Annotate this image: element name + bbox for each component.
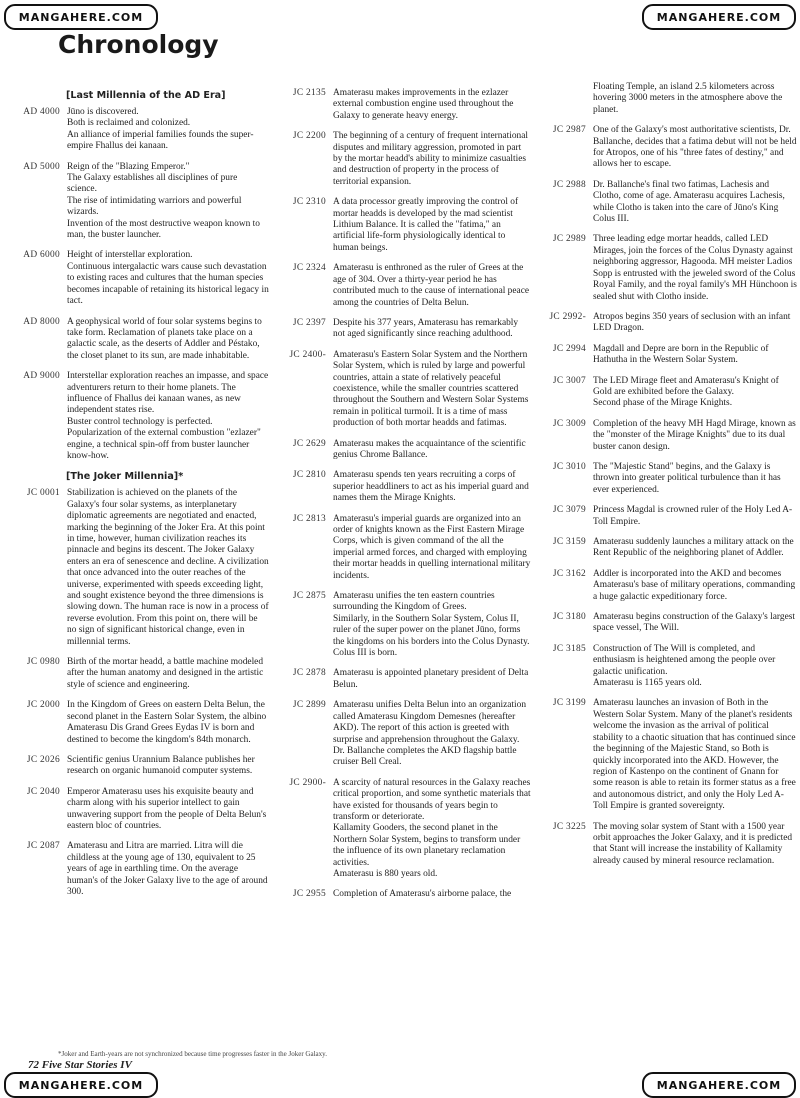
entry-date: AD 6000 xyxy=(23,250,60,261)
chronology-entry xyxy=(530,569,798,603)
entry-date: JC 2900- xyxy=(289,777,326,788)
watermark: MANGAHERE.COM xyxy=(642,4,796,30)
entry-date: JC 3009 xyxy=(552,418,586,429)
entry-text: Amaterasu and Litra are married. Litra will die childless at the young age of 130, equivalent to 25 years of age in earthling time. On the average human's of the Joker Galaxy live to the age of around 300. xyxy=(67,841,268,897)
entry-date: AD 5000 xyxy=(23,161,60,172)
chronology-entry xyxy=(4,657,269,691)
entry-text: A geophysical world of four solar systems begins to take form. Reclamation of planets take place on a galactic scale, as the deserts of Addler and Péstako, the closet planet to its sun, are made inhabitable. xyxy=(67,316,262,361)
chronology-entry xyxy=(270,350,532,430)
column-middle xyxy=(270,88,532,910)
entry-text: The LED Mirage fleet and Amaterasu's Knight of Gold are exhibited before the Galaxy. Second phase of the Mirage Knights. xyxy=(593,375,779,409)
chronology-entry xyxy=(530,344,798,367)
entry-date xyxy=(530,88,593,116)
entry-date: JC 2000 xyxy=(26,700,60,711)
chronology-entry xyxy=(4,317,269,363)
footnote: *Joker and Earth-years are not synchronized because time progresses faster in the Joker Galaxy. xyxy=(58,1050,327,1058)
entry-text: Birth of the mortar headd, a battle machine modeled after the human anatomy and designed in the artistic style of science and engineering. xyxy=(67,657,264,690)
entry-date: JC 3162 xyxy=(552,568,586,579)
chronology-entry xyxy=(530,82,798,116)
chronology-entry xyxy=(270,470,532,504)
chronology-entry xyxy=(270,197,532,254)
chronology-entry xyxy=(270,263,532,309)
entry-text: Stabilization is achieved on the planets of the Galaxy's four solar systems, as interplanetary diplomatic agreements are negotiated and enacted, marking the beginning of the Joker Era. At this point in time, however, human civilization reaches its pinnacle and begins its descent. The Joker Galaxy enters an era of senescence and decline. A civilization that once advanced into the outer reaches of the universe, experimented with speeds exceeding light, and sought existence beyond the three dimensions is slowing down. The human race is now in a process of reverse evolution. From this point on, there will be no sign of significant historical change, even in millennial terms. xyxy=(67,488,269,647)
entry-text: Completion of Amaterasu's airborne palace, the xyxy=(333,889,512,900)
entry-date: AD 9000 xyxy=(23,371,60,382)
chronology-entry xyxy=(4,841,269,898)
entry-text: Despite his 377 years, Amaterasu has remarkably not aged significantly since reaching adulthood. xyxy=(333,317,519,340)
chronology-entry xyxy=(4,700,269,746)
entry-date: JC 2087 xyxy=(26,841,60,852)
entry-text: A data processor greatly improving the control of mortar headds is developed by the mad scientist Lithium Balance. It is called the "fatima," an artificial life-form physiologically identical to human beings. xyxy=(333,197,519,253)
entry-date: JC 2955 xyxy=(292,889,326,900)
chronology-entry xyxy=(530,505,798,528)
chronology-entry xyxy=(530,376,798,410)
entry-text: The beginning of a century of frequent international disputes and military aggression, promoted in part by the mortar headd's ability to minimize casualties and destruction of property in the process of territorial expansion. xyxy=(333,131,528,187)
chronology-entry xyxy=(270,131,532,188)
chronology-entry xyxy=(270,778,532,881)
entry-text: Atropos begins 350 years of seclusion with an infant LED Dragon. xyxy=(593,311,791,334)
entry-date: AD 4000 xyxy=(23,107,60,117)
chronology-entry xyxy=(270,318,532,341)
page-title: Chronology xyxy=(58,30,219,59)
entry-date: JC 2987 xyxy=(552,125,586,136)
entry-text: Magdall and Depre are born in the Republic of Hathutha in the Western Solar System. xyxy=(593,343,769,366)
entry-text: The "Majestic Stand" begins, and the Galaxy is thrown into greater political turbulence than it has ever experienced. xyxy=(593,461,781,495)
entry-date: JC 3225 xyxy=(552,821,586,832)
entry-date: JC 2988 xyxy=(552,179,586,190)
chronology-entry xyxy=(4,371,269,462)
chronology-entry xyxy=(530,612,798,635)
entry-text: Amaterasu spends ten years recruiting a corps of superior headdliners to act as his imperial guard and names them the Mirage Knights. xyxy=(333,470,529,504)
chronology-entry xyxy=(270,439,532,462)
entry-text: The moving solar system of Stant with a 1500 year orbit approaches the Joker Galaxy, and it is predicted that Stant will increase the instability of Kallamity already caused by mineral resource reclamation. xyxy=(593,821,793,866)
chronology-entry xyxy=(530,234,798,302)
watermark: MANGAHERE.COM xyxy=(4,4,158,30)
entry-date: JC 2400- xyxy=(289,349,326,360)
entry-text: In the Kingdom of Grees on eastern Delta Belun, the second planet in the Eastern Solar System, the albino Amaterasu Dis Grand Grees Eydas IV is born and destined to become the kingdom's 84th monarch. xyxy=(67,700,267,745)
entry-text: Amaterasu unifies Delta Belun into an organization called Amaterasu Kingdom Demesnes (hereafter AKD). The report of this action is greeted with surprise and apprehension throughout the Galaxy. Dr. Ballanche completes the AKD flagship battle cruiser Bell Creal. xyxy=(333,700,527,768)
chronology-entry xyxy=(530,822,798,868)
chronology-entry xyxy=(530,698,798,812)
entry-text: Emperor Amaterasu uses his exquisite beauty and charm along with his superior intellect to gain unwavering support from the people of Delta Belun's eastern bloc of countries. xyxy=(67,786,267,831)
chronology-entry xyxy=(270,514,532,582)
entry-text: Amaterasu makes the acquaintance of the scientific genius Chrome Ballance. xyxy=(333,438,526,460)
entry-date: JC 2875 xyxy=(292,591,326,602)
chronology-entry xyxy=(530,462,798,496)
entry-text: Amaterasu is appointed planetary president of Delta Belun. xyxy=(333,668,529,690)
chronology-entry xyxy=(4,107,269,153)
column-left xyxy=(4,88,269,907)
entry-date: JC 3199 xyxy=(552,698,586,709)
entry-text: A scarcity of natural resources in the Galaxy reaches critical proportion, and some synthetic materials that have existed for thousands of years begin to transform or deteriorate. Kallamity Gooders, the second planet in the Northern Solar System, begins to transform under the influence of its own planetary reclamation activities. Amaterasu is 880 years old. xyxy=(333,777,531,879)
entry-text: Princess Magdal is crowned ruler of the Holy Led A-Toll Empire. xyxy=(593,505,793,527)
chronology-entry xyxy=(530,312,798,335)
section-heading: [The Joker Millennia]* xyxy=(66,471,184,483)
entry-date: JC 2629 xyxy=(292,438,326,449)
entry-date: JC 2878 xyxy=(292,668,326,679)
entry-date: JC 2992- xyxy=(549,311,586,322)
entry-date: JC 2899 xyxy=(292,700,326,711)
entry-date: JC 2994 xyxy=(552,343,586,354)
entry-date: JC 2040 xyxy=(26,786,60,797)
entry-date: JC 3159 xyxy=(552,537,586,547)
entry-text: Completion of the heavy MH Hagd Mirage, known as the "monster of the Mirage Knights" due to its dual buster canon design. xyxy=(593,418,796,452)
entry-date: JC 3010 xyxy=(552,461,586,472)
entry-text: Amaterasu launches an invasion of Both in the Western Solar System. Many of the planet's residents welcome the invasion as the arrival of political stability to a chaotic situation that has continued since the beginning of the Majestic Stand, so Both is quickly incorporated into the AKD. However, the region of Kastenpo on the continent of Gnann for some reason is able to retain its former status as a free and autonomous district, and only the Holy Led A-Toll Empire is granted sovereignty. xyxy=(593,698,796,812)
column-right xyxy=(530,82,798,876)
entry-text: Interstellar exploration reaches an impasse, and space adventurers return to their home planets. The influence of Fhallus dei kanaan wanes, as new independent states rise. Buster control technology is perfected. Popularization of the external combustion "ezlazer" engine, a technical spin-off from buster launcher know-how. xyxy=(67,371,269,461)
chronology-entry xyxy=(270,668,532,691)
entry-text: Reign of the "Blazing Emperor." The Galaxy establishes all disciplines of pure science. The rise of intimidating warriors and powerful wizards. Invention of the most destructive weapon known to man, the buster launcher. xyxy=(67,161,260,241)
entry-date: JC 2200 xyxy=(292,131,326,142)
entry-date: JC 2810 xyxy=(292,470,326,481)
entry-text: Three leading edge mortar headds, called LED Mirages, join the forces of the Colus Dynasty against neighboring aggressor, Hagooda. MH meister Ladios Sopp is entrusted with the jeweled sword of the Colus Royal Family, and the royal family's MH Hünchoon is sealed shut with Clotho inside. xyxy=(593,234,797,302)
entry-date: JC 2397 xyxy=(292,317,326,328)
chronology-entry xyxy=(270,700,532,768)
chronology-entry xyxy=(530,644,798,690)
entry-text: Height of interstellar exploration. Continuous intergalactic wars cause such devastation to existing races and cultures that the human species becomes incapable of retaining its historical legacy in tact. xyxy=(67,250,269,307)
entry-text: Amaterasu begins construction of the Galaxy's largest space vessel, The Will. xyxy=(593,612,795,634)
chronology-entry xyxy=(4,787,269,833)
entry-date: JC 2324 xyxy=(292,263,326,274)
chronology-entry xyxy=(270,88,532,122)
section-heading: [Last Millennia of the AD Era] xyxy=(66,90,226,101)
chronology-entry xyxy=(530,537,798,560)
entry-text: Scientific genius Urannium Balance publishes her research on organic humanoid computer systems. xyxy=(67,754,255,777)
entry-date: JC 3180 xyxy=(552,612,586,623)
entry-date: JC 2813 xyxy=(292,513,326,524)
entry-text: Amaterasu is enthroned as the ruler of Grees at the age of 304. Over a thirty-year period he has contributed much to the cause of international peace among the countries of Delta Belun. xyxy=(333,263,530,308)
chronology-entry xyxy=(530,419,798,453)
watermark: MANGAHERE.COM xyxy=(642,1072,796,1098)
entry-date: JC 0980 xyxy=(26,657,60,668)
entry-date: JC 2989 xyxy=(552,234,586,245)
entry-text: Addler is incorporated into the AKD and becomes Amaterasu's base of military operations, commanding a huge galactic expeditionary force. xyxy=(593,568,796,602)
entry-date: JC 0001 xyxy=(26,488,60,499)
entry-date: AD 8000 xyxy=(23,316,60,327)
page-number: 72 Five Star Stories IV xyxy=(28,1059,132,1071)
chronology-entry xyxy=(530,180,798,226)
entry-text: Construction of The Will is completed, and enthusiasm is heightened among the people over galactic unification. Amaterasu is 1165 years old. xyxy=(593,643,776,689)
watermark: MANGAHERE.COM xyxy=(4,1072,158,1098)
chronology-entry xyxy=(4,488,269,648)
entry-date: JC 2026 xyxy=(26,754,60,765)
chronology-entry xyxy=(4,250,269,307)
entry-text: Amaterasu unifies the ten eastern countries surrounding the Kingdom of Grees. Similarly, in the Southern Solar System, Colus II, ruler of the super power on the planet Jūno, forms the kingdoms on his borders into the Colus Dynasty. Colus III is born. xyxy=(333,591,530,659)
chronology-entry xyxy=(530,125,798,171)
entry-text: One of the Galaxy's most authoritative scientists, Dr. Ballanche, decides that a fatima debut will not be held for Atropos, one of his "three fates of destiny," and allows her to escape. xyxy=(593,125,797,170)
entry-date: JC 2310 xyxy=(292,197,326,208)
entry-text: Floating Temple, an island 2.5 kilometers across hovering 3000 meters in the atmosphere above the planet. xyxy=(593,82,783,115)
chronology-entry xyxy=(270,591,532,659)
entry-text: Amaterasu makes improvements in the ezlazer external combustion engine used throughout the Galaxy to generate heavy energy. xyxy=(333,88,514,121)
entry-date: JC 3185 xyxy=(552,643,586,654)
entry-date: JC 2135 xyxy=(292,88,326,98)
entry-date: JC 3007 xyxy=(552,375,586,386)
entry-text: Amaterasu's Eastern Solar System and the Northern Solar System, which is ruled by large and powerful countries, attain a state of relatively peaceful coexistence, while the smaller countries scattered throughout the Southern and Western Solar Systems remain in political turmoil. It is a time of mass production of both mortar headds and fatimas. xyxy=(333,349,529,429)
entry-text: Amaterasu suddenly launches a military attack on the Rent Republic of the neighboring planet of Addler. xyxy=(593,537,794,559)
chronology-entry xyxy=(4,162,269,242)
entry-text: Dr. Ballanche's final two fatimas, Lachesis and Clotho, come of age. Amaterasu acquires Lachesis, while Clotho is taken into the care of Jūno's King Colus III. xyxy=(593,179,785,225)
chronology-entry xyxy=(4,755,269,778)
entry-text: Jūno is discovered. Both is reclaimed and colonized. An alliance of imperial families founds the super-empire Fhallus dei kanaan. xyxy=(67,107,254,152)
entry-date: JC 3079 xyxy=(552,505,586,516)
entry-text: Amaterasu's imperial guards are organized into an order of knights known as the First Eastern Mirage Corps, which is given command of the all the imperial armed forces, and charged with employing their mortar headds in quelling international military incidents. xyxy=(333,513,531,581)
chronology-entry xyxy=(270,889,532,900)
